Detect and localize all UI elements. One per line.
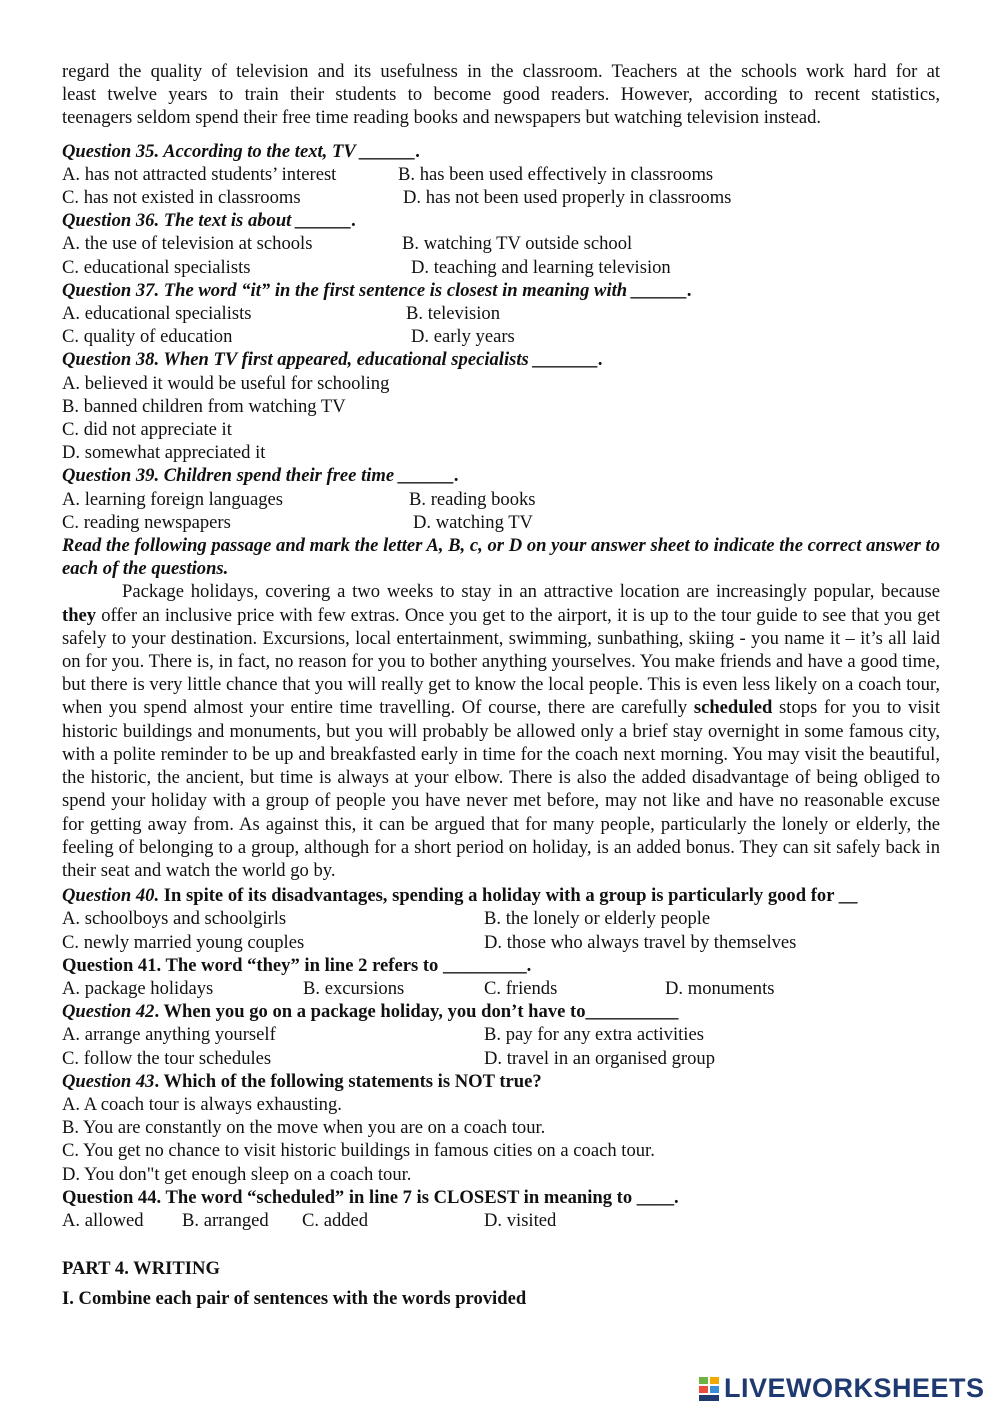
option-44d[interactable]: D. visited: [484, 1209, 557, 1231]
option-37a[interactable]: A. educational specialists: [62, 303, 252, 325]
option-36c[interactable]: C. educational specialists: [62, 256, 251, 278]
option-36b[interactable]: B. watching TV outside school: [402, 233, 633, 255]
option-44a[interactable]: A. allowed: [62, 1209, 144, 1231]
question-37-stem: Question 37. The word “it” in the first sentence is closest in meaning with ______.: [62, 279, 693, 301]
option-42c[interactable]: C. follow the tour schedules: [62, 1047, 272, 1069]
q36-row-1: [62, 232, 940, 255]
intro-line: regard the quality of television and its usefulness in the classroom. Teachers at the schools work hard for at: [62, 61, 940, 82]
question-43-text: . Which of the following statements is NOT true?: [154, 1070, 542, 1092]
option-39d[interactable]: D. watching TV: [413, 511, 533, 533]
option-36d[interactable]: D. teaching and learning television: [411, 256, 671, 278]
option-39a[interactable]: A. learning foreign languages: [62, 488, 283, 510]
option-42b[interactable]: B. pay for any extra activities: [484, 1024, 704, 1046]
question-40-stem: [62, 884, 940, 907]
question-42-stem: [62, 1000, 940, 1023]
option-40c[interactable]: C. newly married young couples: [62, 931, 305, 953]
question-35-stem: Question 35. According to the text, TV ______.: [62, 140, 421, 162]
option-42a[interactable]: A. arrange anything yourself: [62, 1024, 276, 1046]
question-44-stem: Question 44. The word “scheduled” in line 7 is CLOSEST in meaning to ____.: [62, 1186, 679, 1208]
question-41-text: . The word “they” in line 2 refers to _________.: [156, 954, 532, 976]
q35-row-2: [62, 186, 940, 209]
option-38d[interactable]: D. somewhat appreciated it: [62, 442, 266, 464]
question-41-label: Question 41: [62, 954, 157, 976]
intro-line: least twelve years to train their students to become good readers. However, according to recent statistics,: [62, 84, 940, 106]
part-4-subtitle: I. Combine each pair of sentences with the words provided: [62, 1288, 527, 1310]
q44-row: [62, 1209, 940, 1232]
passage-word-they: they: [62, 604, 97, 626]
option-38b[interactable]: B. banned children from watching TV: [62, 395, 346, 417]
option-40d[interactable]: D. those who always travel by themselves: [484, 931, 797, 953]
option-41b[interactable]: B. excursions: [303, 977, 405, 999]
question-40-label: Question 40.: [62, 885, 160, 907]
question-39-stem: Question 39. Children spend their free time ______.: [62, 465, 460, 487]
q39-row-2: [62, 511, 940, 534]
liveworksheets-logo: [698, 1373, 985, 1404]
option-35a[interactable]: A. has not attracted students’ interest: [62, 163, 337, 185]
intro-paragraph: [62, 60, 940, 130]
option-40a[interactable]: A. schoolboys and schoolgirls: [62, 908, 287, 930]
option-40b[interactable]: B. the lonely or elderly people: [484, 908, 711, 930]
option-36a[interactable]: A. the use of television at schools: [62, 233, 313, 255]
q37-row-2: [62, 325, 940, 348]
q35-row-1: [62, 163, 940, 186]
q40-row-1: [62, 907, 940, 930]
option-43d[interactable]: D. You don"t get enough sleep on a coach tour.: [62, 1163, 412, 1185]
part-4-title: PART 4. WRITING: [62, 1258, 220, 1280]
option-41a[interactable]: A. package holidays: [62, 977, 214, 999]
intro-line: teenagers seldom spend their free time reading books and newspapers but watching television instead.: [62, 107, 822, 129]
question-36-stem: Question 36. The text is about ______.: [62, 210, 357, 232]
option-43a[interactable]: A. A coach tour is always exhausting.: [62, 1093, 342, 1115]
reading-instruction: Read the following passage and mark the letter A, B, c, or D on your answer sheet to indicate the correct answer to each of the questions.: [62, 535, 940, 580]
q42-row-2: [62, 1047, 940, 1070]
option-43b[interactable]: B. You are constantly on the move when you are on a coach tour.: [62, 1117, 546, 1139]
q42-row-1: [62, 1023, 940, 1046]
liveworksheets-icon: [698, 1376, 722, 1402]
option-43c[interactable]: C. You get no chance to visit historic buildings in famous cities on a coach tour.: [62, 1140, 655, 1162]
question-43-stem: [62, 1070, 940, 1093]
option-42d[interactable]: D. travel in an organised group: [484, 1047, 715, 1069]
option-39c[interactable]: C. reading newspapers: [62, 511, 231, 533]
option-44b[interactable]: B. arranged: [182, 1209, 269, 1231]
question-38-stem: Question 38. When TV first appeared, educational specialists _______.: [62, 349, 604, 371]
liveworksheets-wordmark: LIVEWORKSHEETS: [724, 1373, 985, 1404]
option-41d[interactable]: D. monuments: [665, 977, 775, 999]
worksheet-page: [62, 60, 940, 1311]
option-35d[interactable]: D. has not been used properly in classrooms: [403, 187, 732, 209]
question-41-stem: [62, 954, 940, 977]
q41-row: [62, 977, 940, 1000]
reading-passage: [62, 580, 940, 882]
option-37c[interactable]: C. quality of education: [62, 326, 233, 348]
option-37b[interactable]: B. television: [406, 303, 500, 325]
q37-row-1: [62, 302, 940, 325]
passage-word-scheduled: scheduled: [693, 697, 773, 719]
option-37d[interactable]: D. early years: [411, 326, 515, 348]
option-35c[interactable]: C. has not existed in classrooms: [62, 187, 301, 209]
question-40-text: In spite of its disadvantages, spending a holiday with a group is particularly good for __: [159, 885, 858, 907]
option-38a[interactable]: A. believed it would be useful for schooling: [62, 372, 390, 394]
question-42-label: Question 42: [62, 1001, 155, 1023]
option-38c[interactable]: C. did not appreciate it: [62, 419, 232, 441]
option-35b[interactable]: B. has been used effectively in classrooms: [398, 163, 714, 185]
option-44c[interactable]: C. added: [302, 1209, 369, 1231]
passage-part-3: stops for you to visit historic buildings and monuments, but you will probably be allowed only a brief stay overnight in some famous city, with a polite reminder to be up and breakfasted early in time for the coach next morning. You may visit the beautiful, the historic, the ancient, but time is always at your elbow. There is also the added disadvantage of being obliged to spend your holiday with a group of people you have never met before, may not like and have no reasonable excuse for getting away from. As against this, it can be argued that for many people, particularly the lonely or elderly, the feeling of belonging to a group, although for a short period on holiday, is an added bonus. They can sit safely back in their seat and watch the world go by.: [62, 697, 940, 881]
q39-row-1: [62, 488, 940, 511]
q40-row-2: [62, 931, 940, 954]
q36-row-2: [62, 256, 940, 279]
question-42-text: . When you go on a package holiday, you don’t have to__________: [154, 1001, 679, 1023]
passage-part-2: offer an inclusive price with few extras. Once you get to the airport, it is up to the tour guide to see that you get safely to your destination. Excursions, local entertainment, swimming, sunbathing, skiing - you name it – it’s all laid on for you. There is, in fact, no reason for you to bother anything yourselves. You make friends and have a good time, but there is very little chance that you will really get to know the local people. This is even less likely on a coach tour, when you spend almost your entire time travelling. Of course, there are carefully: [62, 604, 940, 719]
option-41c[interactable]: C. friends: [484, 977, 558, 999]
option-39b[interactable]: B. reading books: [409, 488, 536, 510]
passage-part-1: Package holidays, covering a two weeks to stay in an attractive location are increasingly popular, because: [122, 581, 940, 603]
question-43-label: Question 43: [62, 1070, 155, 1092]
